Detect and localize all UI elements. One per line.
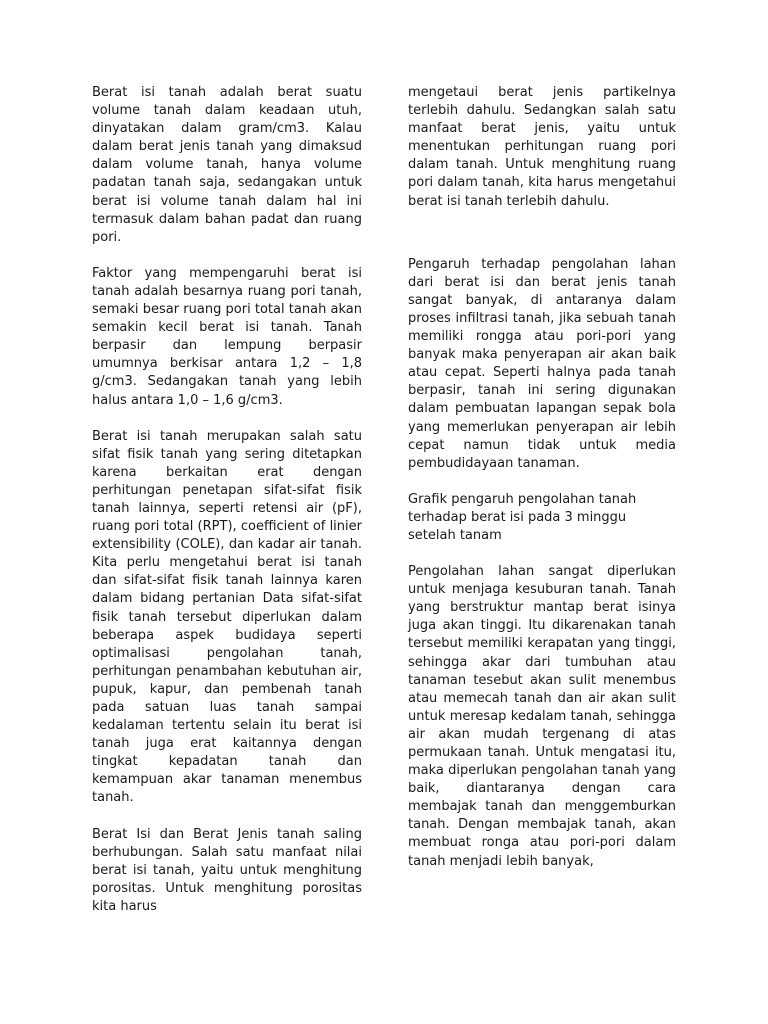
paragraph-berat-isi-definition: Berat isi tanah adalah berat suatu volume tanah dalam keadaan utuh, dinyatakan dalam gram/cm3. Kalau dalam berat jenis tanah yang dimaksud dalam volume tanah, hanya volume padatan tanah saja, sedangakan untuk berat isi volume tanah dalam hal ini termasuk dalam bahan padat dan ruang pori.	[92, 85, 362, 245]
paragraph-faktor-berat-isi: Faktor yang mempengaruhi berat isi tanah adalah besarnya ruang pori tanah, semaki besar ruang pori total tanah akan semakin kecil berat isi tanah. Tanah berpasir dan lempung berpasir umumnya berkisar antara 1,2 – 1,8 g/cm3. Sedangakan tanah yang lebih halus antara 1,0 – 1,6 g/cm3.	[92, 265, 362, 408]
paragraph-sifat-fisik-tanah: Berat isi tanah merupakan salah satu sifat fisik tanah yang sering ditetapkan karena berkaitan erat dengan perhitungan penetapan sifat-sifat fisik tanah lainnya, seperti retensi air (pF), ruang pori total (RPT), coefficient of linier extensibility (COLE), dan kadar air tanah. Kita perlu mengetahui berat isi tanah dan sifat-sifat fisik tanah lainnya karen dalam bidang pertanian Data sifat-sifat fisik tanah tersebut diperlukan dalam beberapa aspek budidaya seperti optimalisasi pengolahan tanah, perhitungan penambahan kebutuhan air, pupuk, kapur, dan pembenah tanah pada satuan luas tanah sampai kedalaman tertentu selain itu berat isi tanah juga erat kaitannya dengan tingkat kepadatan tanah dan kemampuan akar tanaman menembus tanah.	[92, 428, 362, 806]
paragraph-berat-jenis-continued: mengetaui berat jenis partikelnya terlebih dahulu. Sedangkan salah satu manfaat berat jenis, yaitu untuk menentukan perhitungan ruang pori dalam tanah. Untuk menghitung ruang pori dalam tanah, kita harus mengetahui berat isi tanah terlebih dahulu.	[408, 85, 676, 209]
paragraph-berat-isi-berat-jenis: Berat Isi dan Berat Jenis tanah saling berhubungan. Salah satu manfaat nilai berat isi tanah, yaitu untuk menghitung porositas. Untuk menghitung porositas kita harus	[92, 826, 362, 914]
paragraph-pengaruh-pengolahan: Pengaruh terhadap pengolahan lahan dari berat isi dan berat jenis tanah sangat banyak, di antaranya dalam proses infiltrasi tanah, jika sebuah tanah memiliki rongga atau pori-pori yang banyak maka penyerapan air akan baik atau cepat. Seperti halnya pada tanah berpasir, tanah ini sering digunakan dalam pembuatan lapangan sepak bola yang memerlukan penyerapan air lebih cepat namun tidak untuk media pembudidayaan tanaman.	[408, 256, 676, 471]
paragraph-pengolahan-lahan: Pengolahan lahan sangat diperlukan untuk menjaga kesuburan tanah. Tanah yang berstruktur mantap berat isinya juga akan tinggi. Itu dikarenakan tanah tersebut memiliki kerapatan yang tinggi, sehingga akar dari tumbuhan atau tanaman tesebut akan sulit menembus atau memecah tanah dan air akan sulit untuk meresap kedalam tanah, sehingga air akan mudah tergenang di atas permukaan tanah. Untuk mengatasi itu, maka diperlukan pengolahan tanah yang baik, diantaranya dengan cara membajak tanah dan menggemburkan tanah. Dengan membajak tanah, akan membuat ronga atau pori-pori dalam tanah menjadi lebih banyak,	[408, 564, 676, 869]
right-column	[408, 84, 676, 871]
figure-caption-grafik: Grafik pengaruh pengolahan tanah terhadap berat isi pada 3 minggu setelah tanam	[408, 491, 637, 543]
left-column	[92, 84, 362, 916]
